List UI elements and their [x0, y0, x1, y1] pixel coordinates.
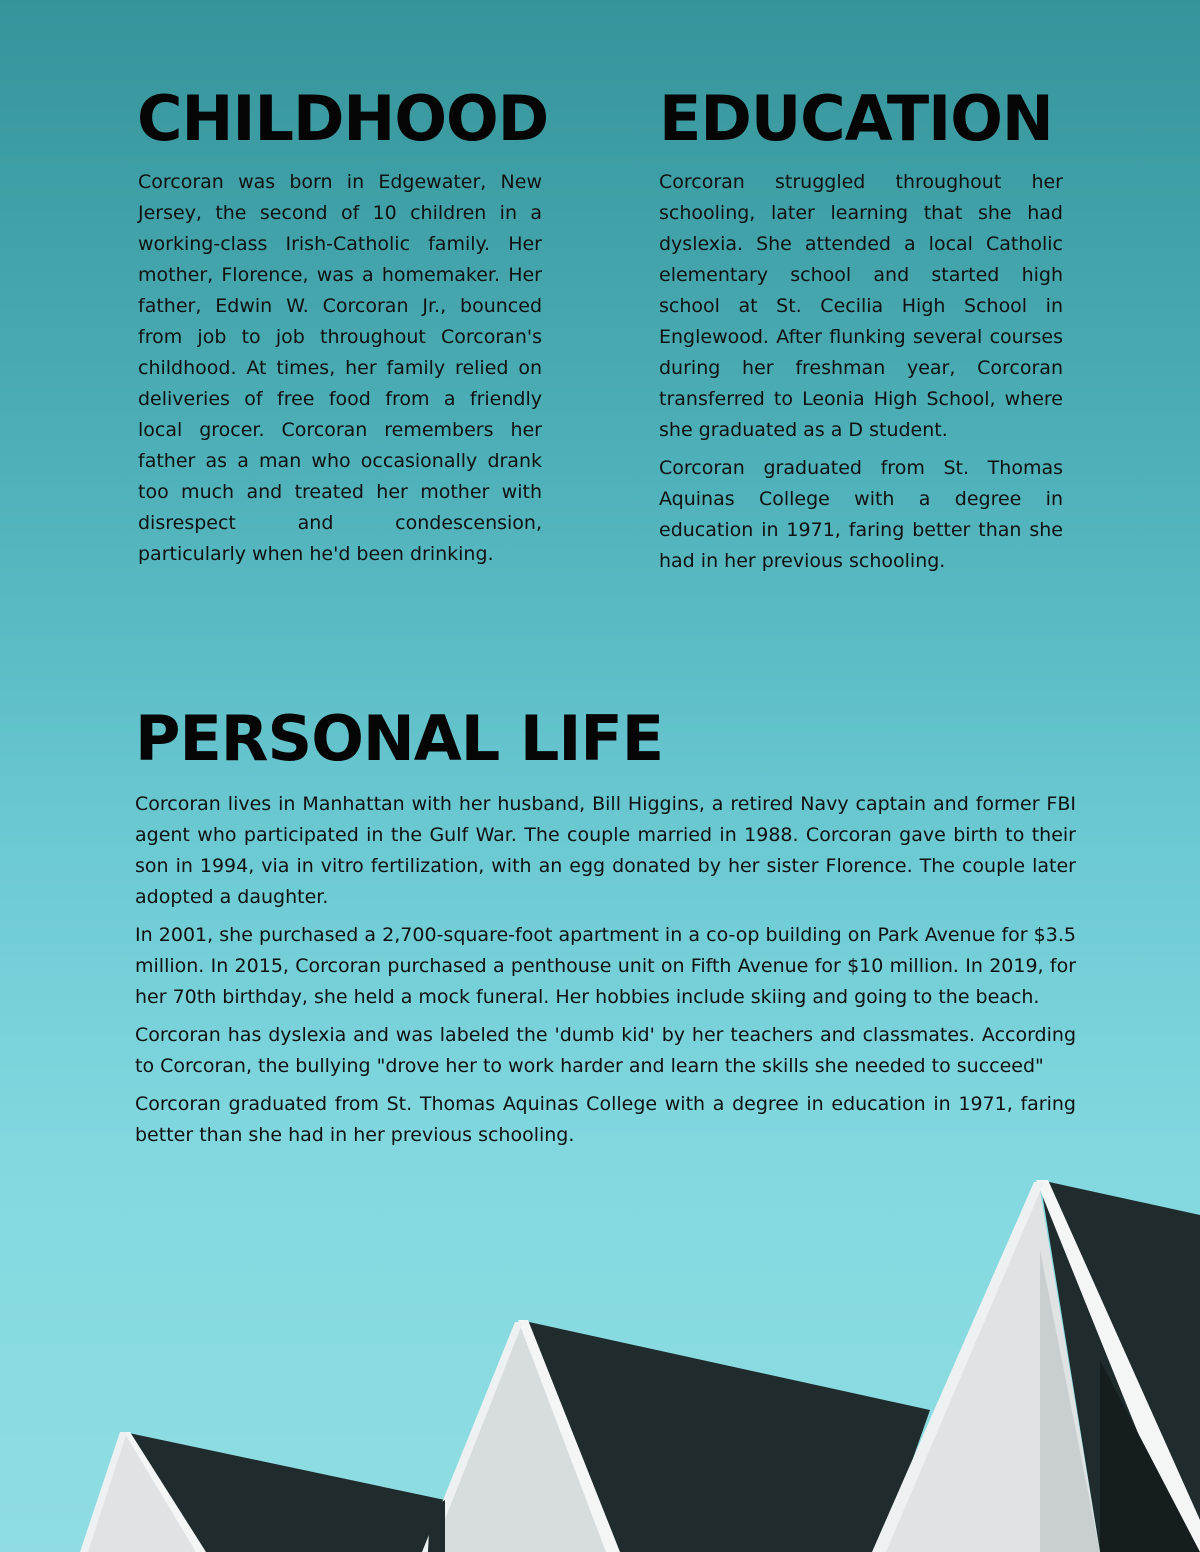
personal-life-heading: PERSONAL LIFE [135, 702, 664, 775]
house-left [80, 1432, 445, 1552]
childhood-heading: CHILDHOOD [137, 82, 549, 155]
education-text [659, 167, 1063, 584]
personal-life-paragraph: Corcoran has dyslexia and was labeled the 'dumb kid' by her teachers and classmates. According to Corcoran, the bullying "drove her to work harder and learn the skills she needed to succeed" [135, 1024, 1076, 1077]
personal-life-paragraph: In 2001, she purchased a 2,700-square-foot apartment in a co-op building on Park Avenue for $3.5 million. In 2015, Corcoran purchased a penthouse unit on Fifth Avenue for $10 million. In 2019, for her 70th birthday, she held a mock funeral. Her hobbies include skiing and going to the beach. [135, 924, 1076, 1008]
childhood-text [138, 167, 542, 577]
personal-life-paragraph: Corcoran lives in Manhattan with her husband, Bill Higgins, a retired Navy captain and former FBI agent who participated in the Gulf War. The couple married in 1988. Corcoran gave birth to their son in 1994, via in vitro fertilization, with an egg donated by her sister Florence. The couple later adopted a daughter. [135, 793, 1076, 908]
house-middle [422, 1320, 930, 1552]
education-paragraph: Corcoran struggled throughout her schooling, later learning that she had dyslexia. She attended a local Catholic elementary school and started high school at St. Cecilia High School in Englewood. After flunking several courses during her freshman year, Corcoran transferred to Leonia High School, where she graduated as a D student. [659, 171, 1063, 441]
personal-life-paragraph: Corcoran graduated from St. Thomas Aquinas College with a degree in education in 1971, faring better than she had in her previous schooling. [135, 1093, 1076, 1146]
education-paragraph: Corcoran graduated from St. Thomas Aquinas College with a degree in education in 1971, faring better than she had in her previous schooling. [659, 457, 1063, 572]
personal-life-text [135, 789, 1076, 1158]
house-right [872, 1180, 1200, 1552]
education-heading: EDUCATION [659, 82, 1053, 155]
rooftops-photo [0, 1170, 1200, 1552]
childhood-paragraph: Corcoran was born in Edgewater, New Jersey, the second of 10 children in a working-class Irish-Catholic family. Her mother, Florence, was a homemaker. Her father, Edwin W. Corcoran Jr., bounced from job to job throughout Corcoran's childhood. At times, her family relied on deliveries of free food from a friendly local grocer. Corcoran remembers her father as a man who occasionally drank too much and treated her mother with disrespect and condescension, particularly when he'd been drinking. [138, 171, 542, 565]
